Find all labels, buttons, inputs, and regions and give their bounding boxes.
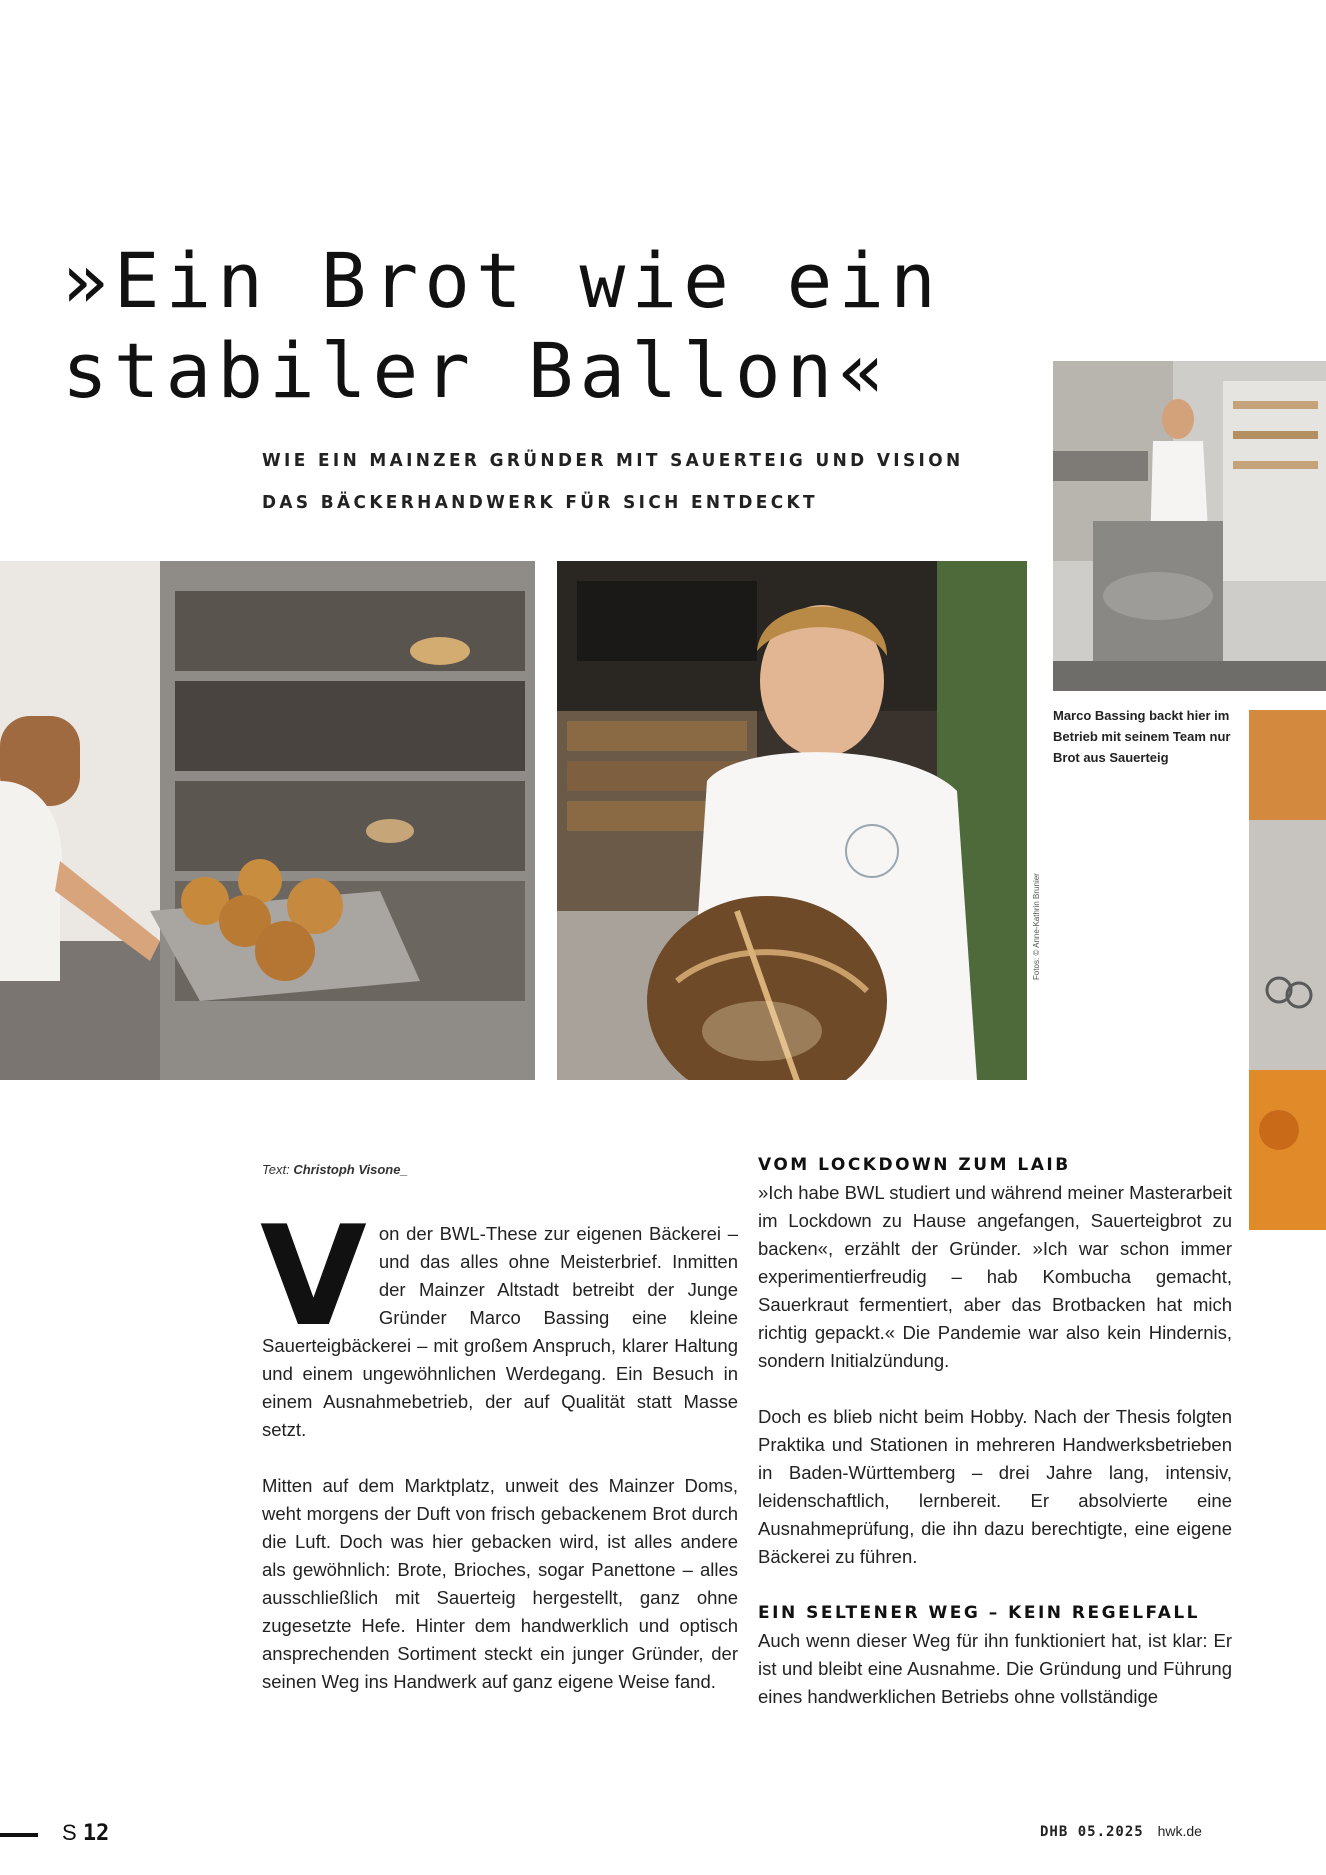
- article-column-left: [260, 1196, 738, 1724]
- article-headline: [62, 236, 962, 416]
- section1-paragraph-2: Doch es blieb nicht beim Hobby. Nach der Thesis folgten Praktika und Stationen in mehreren Handwerksbetrieben in Baden-Württemberg – drei Jahre lang, intensiv, leidenschaftlich, lernbereit. Er absolvierte eine Ausnahmeprüfung, die ihn dazu berechtigte, eine eigene Bäckerei zu führen.: [758, 1406, 1232, 1567]
- page-number: [62, 1820, 109, 1846]
- footer-rule: [0, 1833, 38, 1837]
- headline-line-1: »Ein Brot wie ein: [62, 236, 942, 325]
- footer-publication: [1040, 1823, 1202, 1840]
- paragraph-2: Mitten auf dem Marktplatz, unweit des Mainzer Doms, weht morgens der Duft von frisch gebackenem Brot durch die Luft. Doch was hier gebacken wird, ist alles andere als gewöhnlich: Brote, Brioches, sogar Panettone – alles ausschließlich mit Sauerteig hergestellt, ganz ohne zugesetzte Hefe. Hinter dem handwerklich und optisch ansprechenden Sortiment steckt ein junger Gründer, der seinen Weg ins Handwerk auf ganz eigene Weise fand.: [262, 1475, 738, 1692]
- photo-portrait: [557, 561, 1027, 1080]
- section-heading-lockdown: VOM LOCKDOWN ZUM LAIB: [758, 1155, 1071, 1175]
- article-column-right: [758, 1151, 1232, 1739]
- photo-credit: Fotos: © Anne-Kathrin Brunier: [1032, 873, 1041, 980]
- headline-line-2: stabiler Ballon«: [62, 326, 891, 415]
- byline-author: Christoph Visone_: [293, 1162, 408, 1177]
- section2-paragraph-1: Auch wenn dieser Weg für ihn funktioniert hat, ist klar: Er ist und bleibt eine Ausnahme. Die Gründung und Führung eines handwerklichen Betriebs ohne vollständige: [758, 1630, 1232, 1707]
- byline-prefix: Text:: [262, 1162, 290, 1177]
- drop-cap: V: [260, 1196, 367, 1357]
- photo-kitchen: [1053, 361, 1326, 691]
- intro-text: on der BWL-These zur eigenen Bäckerei – und das alles ohne Meisterbrief. Inmitten der Mainzer Altstadt betreibt der Junge Gründer Marco Bassing eine kleine Sauerteigbäckerei – mit großem Anspruch, klarer Haltung und einem ungewöhnlichen Werdegang. Ein Besuch in einem Ausnahmebetrieb, der auf Qualität statt Masse setzt.: [262, 1223, 738, 1440]
- issue-label: DHB 05.2025: [1040, 1824, 1144, 1840]
- photo-oven: [0, 561, 535, 1080]
- caption-line-2: Betrieb mit seinem Team nur: [1053, 729, 1231, 744]
- subtitle-line-1: WIE EIN MAINZER GRÜNDER MIT SAUERTEIG UND VISION: [262, 450, 964, 471]
- page-prefix: S: [62, 1820, 77, 1845]
- byline: [262, 1162, 408, 1177]
- article-subtitle: [262, 440, 964, 524]
- caption-line-1: Marco Bassing backt hier im: [1053, 708, 1230, 723]
- section-heading-seltener-weg: EIN SELTENER WEG – KEIN REGELFALL: [758, 1603, 1201, 1623]
- intro-paragraph: [260, 1196, 738, 1444]
- photo-edge: [1249, 710, 1326, 1230]
- page-number-value: 12: [82, 1821, 110, 1846]
- subtitle-line-2: DAS BÄCKERHANDWERK FÜR SICH ENTDECKT: [262, 492, 818, 513]
- photo-caption: [1053, 705, 1233, 768]
- section1-paragraph-1: »Ich habe BWL studiert und während meiner Masterarbeit im Lockdown zu Hause angefangen, Sauerteigbrot zu backen«, erzählt der Gründer. »Ich war schon immer experimentierfreudig – hab Kombucha gemacht, Sauerkraut fermentiert, aber das Brotbacken hat mich richtig gepackt.« Die Pandemie war also kein Hindernis, sondern Initialzündung.: [758, 1182, 1232, 1371]
- caption-line-3: Brot aus Sauerteig: [1053, 750, 1169, 765]
- site-link[interactable]: hwk.de: [1157, 1823, 1202, 1839]
